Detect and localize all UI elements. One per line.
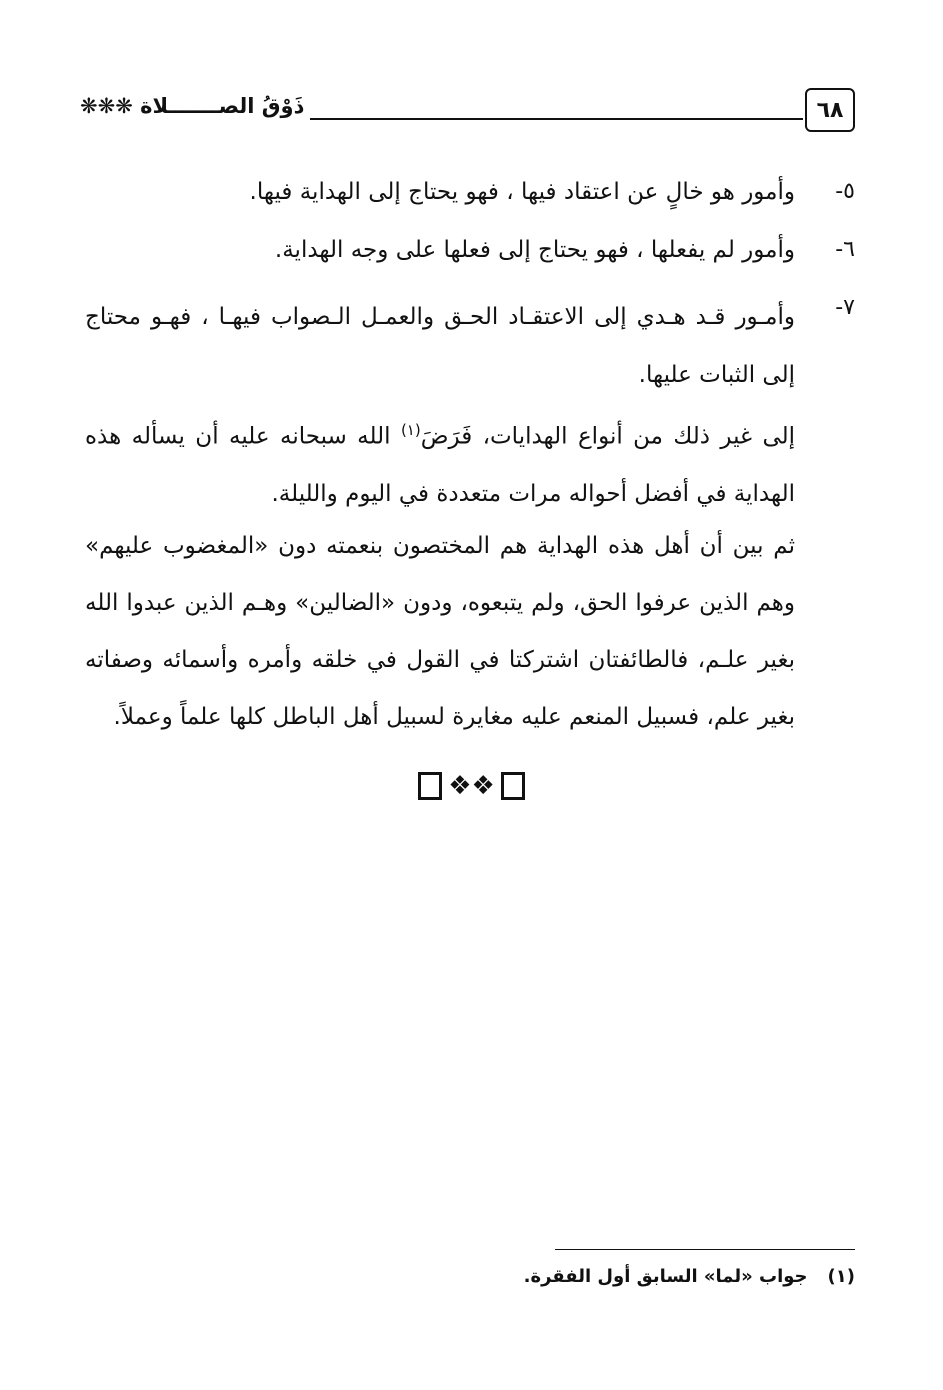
paragraph-2 <box>85 518 855 746</box>
paragraph-text: إلى غير ذلك من أنواع الهدايات، فَرَضَ <box>420 423 796 450</box>
footnote-marker: (١) <box>827 1266 855 1287</box>
list-number: ٧- <box>835 295 855 320</box>
diamond-ornament-icon: ❖❖ <box>448 771 495 801</box>
page-number: ٦٨ <box>805 88 855 132</box>
paragraph-1 <box>85 402 855 523</box>
running-title: ذَوْقُ الصـــــــلاة ❋❋❋ <box>80 94 305 118</box>
list-item <box>85 172 855 230</box>
footnote-text: جواب «لما» السابق أول الفقرة. <box>523 1266 808 1287</box>
numbered-list <box>85 172 855 406</box>
list-number: ٥- <box>835 179 855 204</box>
footnote-rule <box>555 1249 855 1250</box>
list-item <box>85 230 855 288</box>
list-text: وأمـور قـد هـدي إلى الاعتقـاد الحـق والعمـل الـصواب فيهـا ، فهـو محتاج إلى الثبات عليها. <box>85 304 795 388</box>
square-icon <box>501 772 525 800</box>
section-ornament <box>0 768 943 804</box>
paragraph-text: الله سبحانه عليه أن يسأله هذه الهداية في أفضل أحواله مرات متعددة في اليوم والليلة. <box>85 423 795 507</box>
page-header <box>80 88 855 136</box>
square-icon <box>418 772 442 800</box>
footnote <box>524 1266 855 1287</box>
list-item <box>85 288 855 406</box>
list-text: وأمور هو خالٍ عن اعتقاد فيها ، فهو يحتاج إلى الهداية فيها. <box>249 179 795 205</box>
header-rule <box>310 118 803 120</box>
footnote-reference[interactable]: (١) <box>400 421 421 439</box>
list-text: وأمور لم يفعلها ، فهو يحتاج إلى فعلها على وجه الهداية. <box>274 237 795 263</box>
list-number: ٦- <box>835 237 855 262</box>
paragraph-text: ثم بين أن أهل هذه الهداية هم المختصون بنعمته دون «المغضوب عليهم» وهم الذين عرفوا الحق، ولم يتبعوه، ودون «الضالين» وهـم الذين عبدوا الله بغير علـم، فالطائفتان اشتركتا في القول في خلقه وأمره وأسمائه وصفاته بغير علم، فسبيل المنعم عليه مغايرة لسبيل أهل الباطل كلها علماً وعملاً. <box>85 533 795 730</box>
